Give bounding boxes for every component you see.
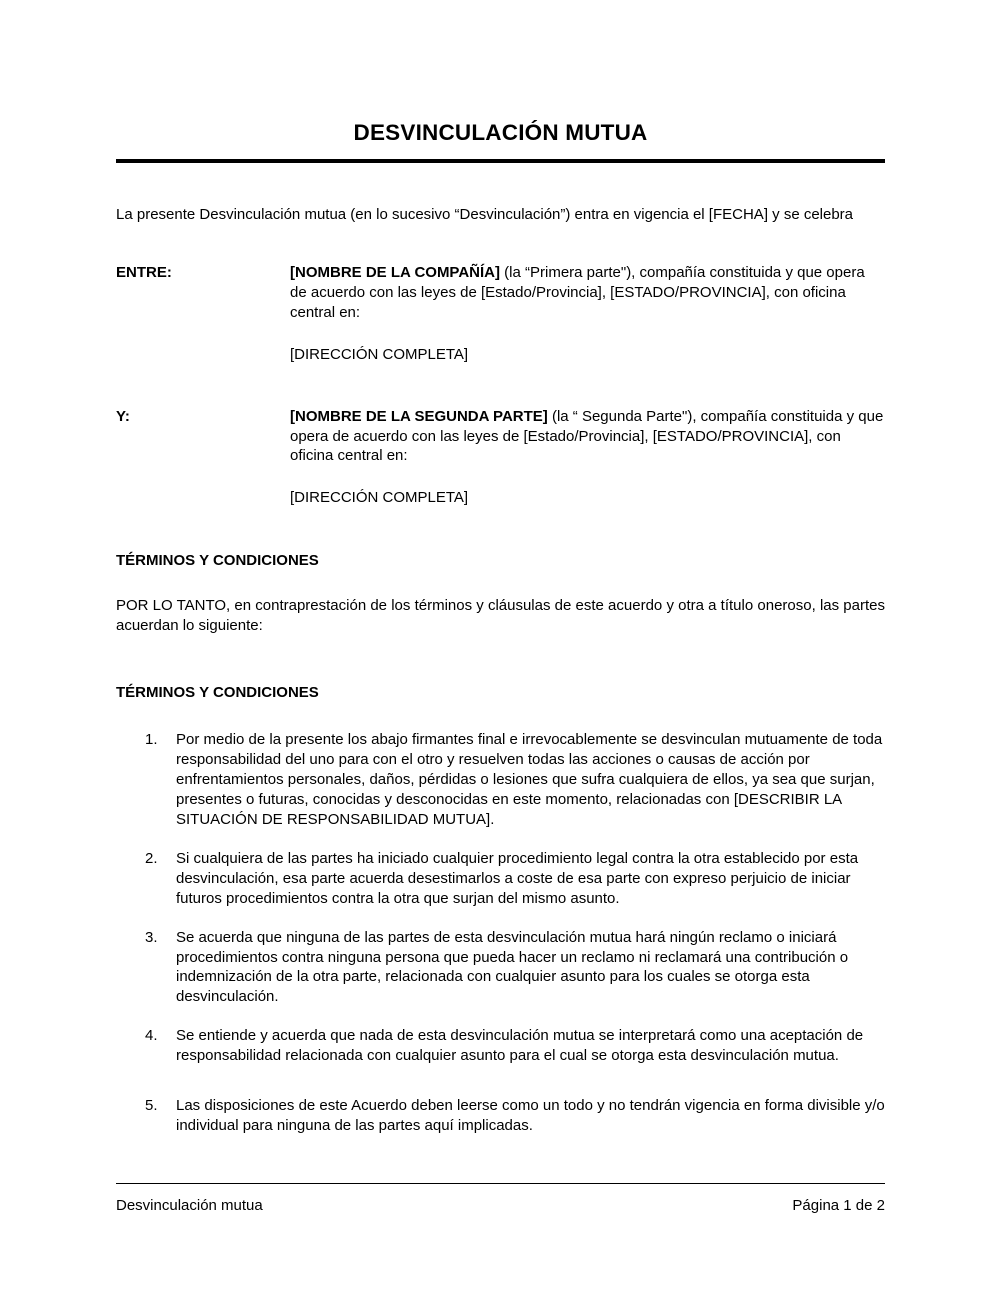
clause-number: 1.: [145, 731, 158, 749]
clause-list: [116, 730, 885, 1136]
document-content: [116, 0, 885, 1136]
clause-item: [116, 928, 885, 1008]
clause-text: Las disposiciones de este Acuerdo deben leerse como un todo y no tendrán vigencia en forma divisible y/o individual para ninguna de las partes aquí implicadas.: [176, 1097, 885, 1135]
intro-paragraph: La presente Desvinculación mutua (en lo sucesivo “Desvinculación”) entra en vigencia el [FECHA] y se celebra: [116, 205, 854, 223]
party-body-second: [290, 407, 885, 509]
section-heading-terms-second: TÉRMINOS Y CONDICIONES: [116, 684, 319, 702]
clause-number: 5.: [145, 1097, 158, 1115]
party-address-first: [DIRECCIÓN COMPLETA]: [290, 345, 469, 363]
footer-row: [116, 1184, 885, 1216]
clause-text: Si cualquiera de las partes ha iniciado cualquier procedimiento legal contra la otra establecido por esta desvinculación, esa parte acuerda desestimarlos a coste de esa parte con expreso perjuicio de iniciar futuros procedimientos contra la otra que surjan del mismo asunto.: [176, 849, 859, 907]
party-address-second: [DIRECCIÓN COMPLETA]: [290, 489, 469, 507]
footer-page-number: Página 1 de 2: [792, 1197, 885, 1214]
clause-item: [116, 1026, 885, 1066]
party-name-second: [NOMBRE DE LA SEGUNDA PARTE]: [290, 407, 548, 425]
party-name-first: [NOMBRE DE LA COMPAÑÍA]: [290, 263, 500, 281]
party-description-first: (la “Primera parte"), compañía constituida y que opera de acuerdo con las leyes de [Estado/Provincia], [ESTADO/PROVINCIA], con oficina central en:: [290, 263, 865, 321]
party-label-entre: ENTRE:: [116, 263, 172, 281]
section-heading-terms-first: TÉRMINOS Y CONDICIONES: [116, 552, 319, 570]
clause-text: Se entiende y acuerda que nada de esta desvinculación mutua se interpretará como una aceptación de responsabilidad relacionada con cualquier asunto para el cual se otorga esta desvinculación mutua.: [176, 1027, 864, 1065]
party-body-first: [290, 263, 885, 365]
page-title: DESVINCULACIÓN MUTUA: [353, 120, 648, 145]
porlotanto-paragraph: POR LO TANTO, en contraprestación de los términos y cláusulas de este acuerdo y otra a título oneroso, las partes acuerdan lo siguiente:: [116, 597, 885, 635]
clause-number: 4.: [145, 1027, 158, 1045]
clause-item: [116, 849, 885, 909]
party-block-second: [116, 407, 885, 509]
clause-number: 2.: [145, 849, 158, 867]
clause-text: Por medio de la presente los abajo firmantes final e irrevocablemente se desvinculan mutuamente de toda responsabilidad del uno para con el otro y resuelven todas las acciones o causas de acción por enfrentamientos personales, daños, pérdidas o lesiones que sufra cualquiera de ellos, ya sea que surjan, presentes o futuras, conocidas y desconocidas en este momento, relacionadas con [DESCRIBIR LA SITUACIÓN DE RESPONSABILIDAD MUTUA].: [176, 731, 883, 828]
page-footer: [116, 1183, 885, 1216]
clause-text: Se acuerda que ninguna de las partes de esta desvinculación mutua hará ningún reclamo o iniciará procedimientos contra ninguna persona que pueda hacer un reclamo ni reclamará una contribución o indemnización de la otra parte, relacionada con cualquier asunto para los cuales se otorga esta desvinculación.: [176, 928, 849, 1006]
party-block-first: [116, 263, 885, 365]
clause-item: [116, 1096, 885, 1136]
footer-document-name: Desvinculación mutua: [116, 1197, 263, 1214]
clause-number: 3.: [145, 928, 158, 946]
party-label-y: Y:: [116, 407, 130, 425]
party-description-second: (la “ Segunda Parte"), compañía constituida y que opera de acuerdo con las leyes de [Estado/Provincia], [ESTADO/PROVINCIA], con oficina central en:: [290, 407, 884, 465]
title-divider: [116, 159, 885, 163]
clause-item: [116, 730, 885, 830]
